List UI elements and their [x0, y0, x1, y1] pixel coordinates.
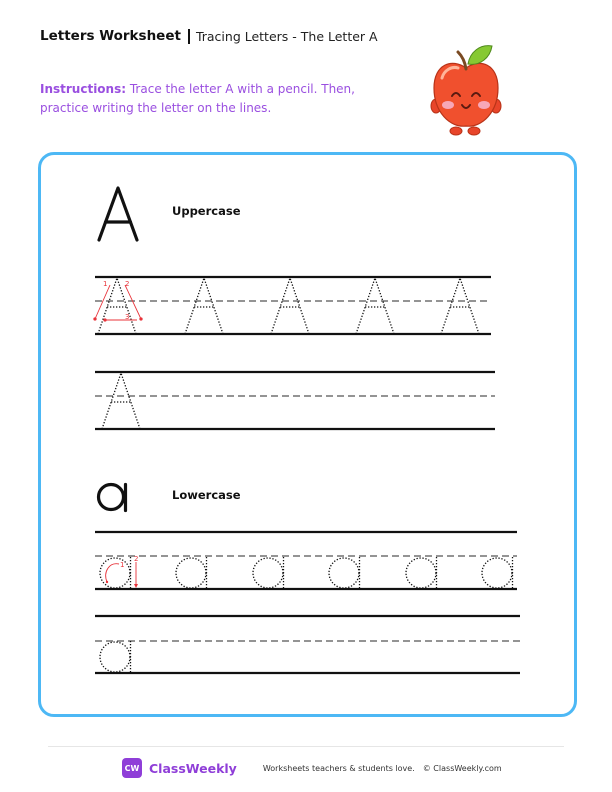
- footer-copyright: © ClassWeekly.com: [422, 763, 502, 773]
- apple-illustration: [428, 38, 504, 138]
- handwriting-lines: [95, 532, 517, 590]
- stroke-number-3: 3: [125, 313, 130, 321]
- lowercase-a-glyph: [96, 481, 132, 513]
- instructions-text: Trace the letter A with a pencil. Then, practice writing the letter on the lines.: [40, 82, 355, 115]
- handwriting-lines: [95, 372, 495, 430]
- uppercase-model-letter: [95, 186, 143, 246]
- stroke-number-1: 1: [120, 561, 125, 569]
- stroke-number-1: 1: [103, 280, 108, 288]
- worksheet-title: Letters Worksheet: [40, 28, 181, 44]
- instructions-lead: Instructions:: [40, 82, 127, 96]
- footer: [122, 758, 502, 778]
- uppercase-practice-row-1: [95, 277, 491, 335]
- handwriting-lines: [95, 277, 491, 335]
- uppercase-a-glyph: [95, 186, 143, 242]
- lowercase-practice-row-2: [95, 616, 520, 674]
- apple-icon: [428, 38, 504, 138]
- stroke-number-2: 2: [134, 555, 139, 563]
- worksheet-header: [40, 28, 378, 44]
- classweekly-logo-icon: CW: [122, 758, 142, 778]
- uppercase-label: Uppercase: [172, 204, 241, 218]
- footer-tagline: Worksheets teachers & students love.: [262, 763, 415, 773]
- brand-name: ClassWeekly: [149, 760, 237, 776]
- footer-divider: [48, 746, 564, 747]
- lowercase-model-letter: [96, 481, 132, 517]
- uppercase-practice-row-2: [95, 372, 495, 430]
- stroke-number-2: 2: [125, 280, 130, 288]
- lowercase-practice-row-1: [95, 532, 517, 590]
- lowercase-label: Lowercase: [172, 488, 241, 502]
- handwriting-lines: [95, 616, 520, 674]
- instructions: [40, 80, 380, 118]
- worksheet-subtitle: Tracing Letters - The Letter A: [195, 28, 378, 44]
- title-divider: [188, 29, 190, 44]
